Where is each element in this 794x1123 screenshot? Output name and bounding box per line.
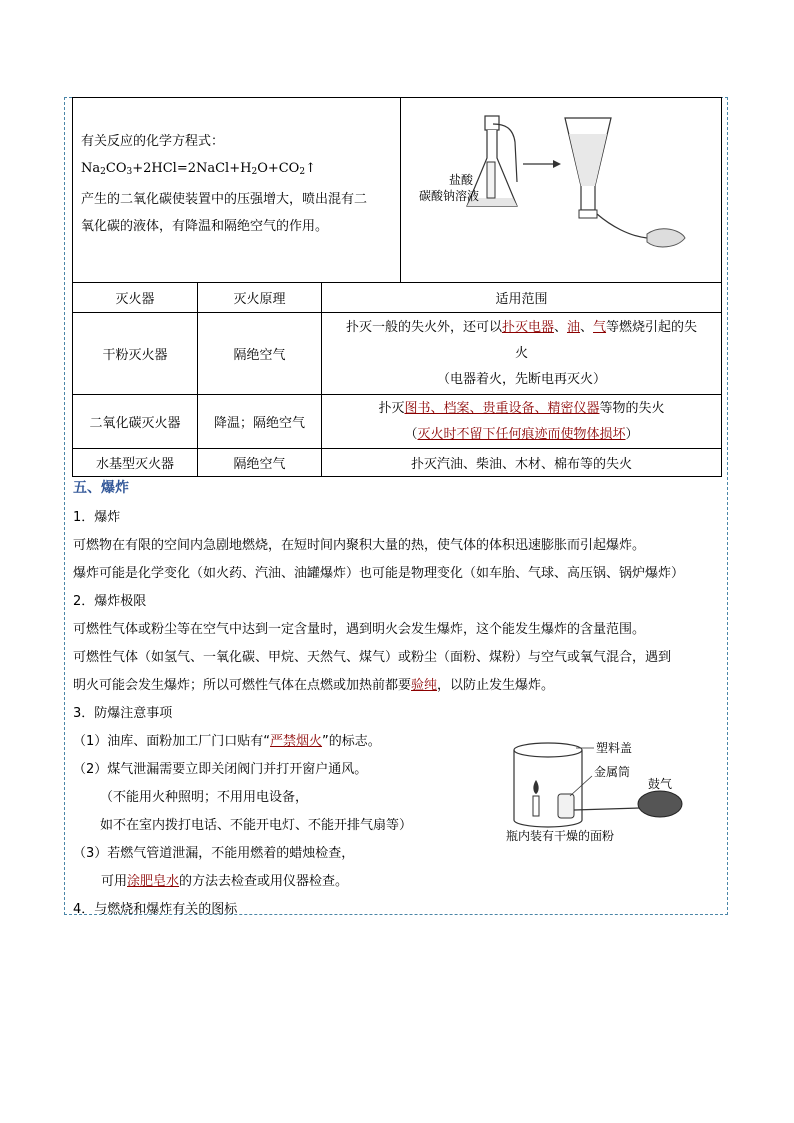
s3-item1: （1）油库、面粉加工厂门口贴有“严禁烟火”的标志。 bbox=[73, 734, 381, 749]
intro-line1: 有关反应的化学方程式： bbox=[81, 134, 225, 149]
label-blow-air: 鼓气 bbox=[648, 777, 673, 791]
explosion-section bbox=[73, 478, 723, 924]
intro-cell bbox=[73, 98, 401, 283]
row2-scope: 扑灭图书、档案、贵重设备、精密仪器等物的失火 （灭火时不留下任何痕迹而使物体损坏） bbox=[322, 395, 722, 449]
s3-item2b: 如不在室内拨打电话、不能开电灯、不能开排气扇等） bbox=[100, 818, 413, 833]
row3-name: 水基型灭火器 bbox=[73, 449, 198, 477]
s3-item3: （3）若燃气管道泄漏，不能用燃着的蜡烛检查， bbox=[73, 846, 355, 861]
row3-scope: 扑灭汽油、柴油、木材、棉布等的失火 bbox=[322, 449, 722, 477]
s2-p3: 明火可能会发生爆炸；所以可燃性气体在点燃或加热前都要验纯，以防止发生爆炸。 bbox=[73, 678, 555, 693]
section-title: 五、爆炸 bbox=[73, 480, 129, 496]
header-principle: 灭火原理 bbox=[198, 283, 322, 313]
label-sodium-carbonate: 碳酸钠溶液 bbox=[419, 189, 480, 203]
s3-item2a: （不能用火种照明；不用用电设备， bbox=[100, 790, 309, 805]
row1-name: 干粉灭火器 bbox=[73, 313, 198, 395]
s3-item2: （2）煤气泄漏需要立即关闭阀门并打开窗户通风。 bbox=[73, 762, 368, 777]
extinguisher-table bbox=[72, 97, 722, 477]
s2-p1: 可燃性气体或粉尘等在空气中达到一定含量时，遇到明火会发生爆炸，这个能发生爆炸的含量范围。 bbox=[73, 622, 646, 637]
s1-title: 1．爆炸 bbox=[73, 510, 121, 525]
row3-principle: 隔绝空气 bbox=[198, 449, 322, 477]
s1-p1: 可燃物在有限的空间内急剧地燃烧，在短时间内聚积大量的热，使气体的体积迅速膨胀而引起爆炸。 bbox=[73, 538, 646, 553]
s3-title: 3．防爆注意事项 bbox=[73, 706, 173, 721]
s3-item3a: 可用涂肥皂水的方法去检查或用仪器检查。 bbox=[101, 874, 349, 889]
row2-name: 二氧化碳灭火器 bbox=[73, 395, 198, 449]
row1-principle: 隔绝空气 bbox=[198, 313, 322, 395]
extinguisher-diagram bbox=[401, 98, 721, 278]
intro-line3: 产生的二氧化碳使装置中的压强增大，喷出混有二 bbox=[81, 192, 368, 207]
dust-explosion-diagram bbox=[500, 736, 700, 846]
s2-title: 2．爆炸极限 bbox=[73, 594, 147, 609]
equation: $Na_2CO_3+2HCl=2NaCl+H_2O+CO_2↑$ bbox=[81, 161, 316, 177]
figure-cell bbox=[401, 98, 722, 283]
intro-line4: 氧化碳的液体，有降温和隔绝空气的作用。 bbox=[81, 219, 329, 234]
label-metal-tube: 金属筒 bbox=[594, 765, 631, 779]
header-scope: 适用范围 bbox=[322, 283, 722, 313]
label-plastic-lid: 塑料盖 bbox=[596, 741, 633, 755]
s4-title: 4．与燃烧和爆炸有关的图标 bbox=[73, 902, 238, 917]
s1-p2: 爆炸可能是化学变化（如火药、汽油、油罐爆炸）也可能是物理变化（如车胎、气球、高压锅、锅炉爆炸） bbox=[73, 566, 685, 581]
header-extinguisher: 灭火器 bbox=[73, 283, 198, 313]
s2-p2: 可燃性气体（如氢气、一氧化碳、甲烷、天然气、煤气）或粉尘（面粉、煤粉）与空气或氧气混合，遇到 bbox=[73, 650, 672, 665]
label-flour-inside: 瓶内装有干燥的面粉 bbox=[506, 829, 615, 843]
label-hydrochloric-acid: 盐酸 bbox=[449, 173, 474, 187]
row1-scope: 扑灭一般的失火外，还可以扑灭电器、油、气等燃烧引起的失 火 （电器着火，先断电再灭火） bbox=[322, 313, 722, 395]
row2-principle: 降温；隔绝空气 bbox=[198, 395, 322, 449]
